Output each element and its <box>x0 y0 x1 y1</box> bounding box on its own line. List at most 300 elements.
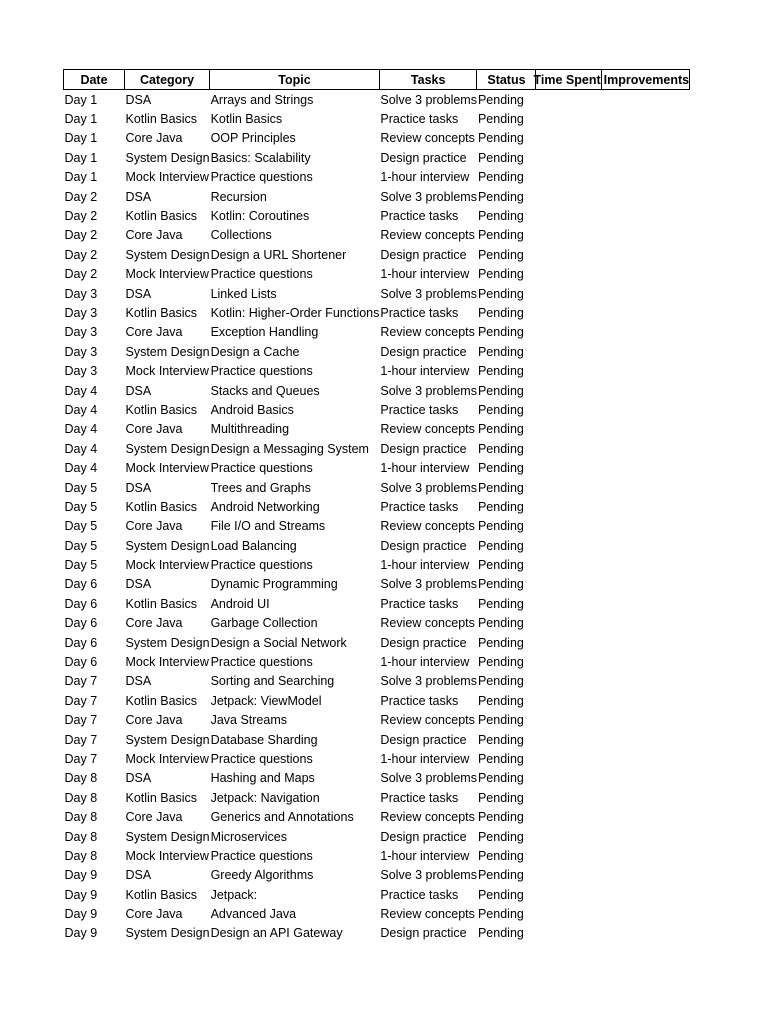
topic-cell[interactable]: Arrays and Strings <box>210 92 314 107</box>
tasks-cell[interactable]: Review concepts <box>380 616 475 631</box>
status-cell[interactable]: Pending <box>477 286 524 301</box>
status-cell[interactable]: Pending <box>477 325 524 340</box>
topic-cell[interactable]: Practice questions <box>210 848 313 863</box>
time-spent-cell[interactable] <box>536 904 601 923</box>
category-cell[interactable]: Core Java <box>125 422 183 437</box>
improvements-cell[interactable] <box>601 652 689 671</box>
category-cell[interactable]: Kotlin Basics <box>125 790 198 805</box>
date-cell[interactable]: Day 1 <box>64 170 98 185</box>
time-spent-cell[interactable] <box>536 265 601 284</box>
tasks-cell[interactable]: Solve 3 problems <box>380 189 477 204</box>
category-cell[interactable]: Core Java <box>125 131 183 146</box>
status-cell[interactable]: Pending <box>477 519 524 534</box>
tasks-cell[interactable]: Solve 3 problems <box>380 868 477 883</box>
topic-cell[interactable]: Practice questions <box>210 267 313 282</box>
topic-cell[interactable]: Practice questions <box>210 558 313 573</box>
category-cell[interactable]: System Design <box>125 635 210 650</box>
date-cell[interactable]: Day 2 <box>64 228 98 243</box>
topic-cell[interactable]: Hashing and Maps <box>210 771 315 786</box>
category-cell[interactable]: Core Java <box>125 519 183 534</box>
time-spent-cell[interactable] <box>536 924 601 943</box>
topic-cell[interactable]: Kotlin: Coroutines <box>210 209 310 224</box>
date-cell[interactable]: Day 7 <box>64 713 98 728</box>
date-cell[interactable]: Day 6 <box>64 635 98 650</box>
time-spent-cell[interactable] <box>536 323 601 342</box>
improvements-cell[interactable] <box>601 400 689 419</box>
time-spent-cell[interactable] <box>536 730 601 749</box>
improvements-cell[interactable] <box>601 866 689 885</box>
status-cell[interactable]: Pending <box>477 616 524 631</box>
tasks-cell[interactable]: Solve 3 problems <box>380 771 477 786</box>
header-date[interactable]: Date <box>64 70 125 90</box>
topic-cell[interactable]: File I/O and Streams <box>210 519 326 534</box>
time-spent-cell[interactable] <box>536 109 601 128</box>
date-cell[interactable]: Day 2 <box>64 267 98 282</box>
category-cell[interactable]: Mock Interview <box>125 461 209 476</box>
tasks-cell[interactable]: Design practice <box>380 635 467 650</box>
date-cell[interactable]: Day 8 <box>64 771 98 786</box>
improvements-cell[interactable] <box>601 303 689 322</box>
category-cell[interactable]: DSA <box>125 577 152 592</box>
topic-cell[interactable]: Android Networking <box>210 499 320 514</box>
improvements-cell[interactable] <box>601 265 689 284</box>
status-cell[interactable]: Pending <box>477 848 524 863</box>
status-cell[interactable]: Pending <box>477 422 524 437</box>
header-status[interactable]: Status <box>477 70 536 90</box>
date-cell[interactable]: Day 5 <box>64 499 98 514</box>
time-spent-cell[interactable] <box>536 807 601 826</box>
topic-cell[interactable]: Android Basics <box>210 402 294 417</box>
date-cell[interactable]: Day 7 <box>64 751 98 766</box>
time-spent-cell[interactable] <box>536 90 601 110</box>
improvements-cell[interactable] <box>601 187 689 206</box>
date-cell[interactable]: Day 4 <box>64 461 98 476</box>
time-spent-cell[interactable] <box>536 129 601 148</box>
time-spent-cell[interactable] <box>536 614 601 633</box>
topic-cell[interactable]: Java Streams <box>210 713 287 728</box>
time-spent-cell[interactable] <box>536 866 601 885</box>
date-cell[interactable]: Day 5 <box>64 538 98 553</box>
tasks-cell[interactable]: 1-hour interview <box>380 848 470 863</box>
time-spent-cell[interactable] <box>536 633 601 652</box>
time-spent-cell[interactable] <box>536 652 601 671</box>
topic-cell[interactable]: Greedy Algorithms <box>210 868 314 883</box>
status-cell[interactable]: Pending <box>477 305 524 320</box>
category-cell[interactable]: Core Java <box>125 616 183 631</box>
category-cell[interactable]: Kotlin Basics <box>125 402 198 417</box>
improvements-cell[interactable] <box>601 788 689 807</box>
tasks-cell[interactable]: Design practice <box>380 247 467 262</box>
improvements-cell[interactable] <box>601 924 689 943</box>
header-improvements[interactable] <box>601 70 689 90</box>
date-cell[interactable]: Day 3 <box>64 364 98 379</box>
date-cell[interactable]: Day 7 <box>64 732 98 747</box>
time-spent-cell[interactable] <box>536 420 601 439</box>
topic-cell[interactable]: Database Sharding <box>210 732 318 747</box>
improvements-cell[interactable] <box>601 749 689 768</box>
status-cell[interactable]: Pending <box>477 790 524 805</box>
category-cell[interactable]: Kotlin Basics <box>125 209 198 224</box>
date-cell[interactable]: Day 8 <box>64 790 98 805</box>
improvements-cell[interactable] <box>601 691 689 710</box>
time-spent-cell[interactable] <box>536 517 601 536</box>
date-cell[interactable]: Day 5 <box>64 519 98 534</box>
tasks-cell[interactable]: Solve 3 problems <box>380 286 477 301</box>
date-cell[interactable]: Day 1 <box>64 131 98 146</box>
date-cell[interactable]: Day 8 <box>64 829 98 844</box>
status-cell[interactable]: Pending <box>477 558 524 573</box>
status-cell[interactable]: Pending <box>477 635 524 650</box>
category-cell[interactable]: System Design <box>125 150 210 165</box>
improvements-cell[interactable] <box>601 730 689 749</box>
tasks-cell[interactable]: Review concepts <box>380 810 475 825</box>
time-spent-cell[interactable] <box>536 168 601 187</box>
header-topic[interactable]: Topic <box>210 70 380 90</box>
tasks-cell[interactable]: Practice tasks <box>380 693 459 708</box>
category-cell[interactable]: Kotlin Basics <box>125 693 198 708</box>
tasks-cell[interactable]: Practice tasks <box>380 209 459 224</box>
improvements-cell[interactable] <box>601 633 689 652</box>
topic-cell[interactable]: Practice questions <box>210 364 313 379</box>
status-cell[interactable]: Pending <box>477 247 524 262</box>
status-cell[interactable]: Pending <box>477 131 524 146</box>
improvements-cell[interactable] <box>601 885 689 904</box>
tasks-cell[interactable]: Review concepts <box>380 131 475 146</box>
topic-cell[interactable]: Garbage Collection <box>210 616 318 631</box>
header-time-spent[interactable] <box>533 70 601 90</box>
status-cell[interactable]: Pending <box>477 810 524 825</box>
time-spent-cell[interactable] <box>536 885 601 904</box>
improvements-cell[interactable] <box>601 129 689 148</box>
status-cell[interactable]: Pending <box>477 732 524 747</box>
status-cell[interactable]: Pending <box>477 402 524 417</box>
category-cell[interactable]: DSA <box>125 383 152 398</box>
topic-cell[interactable]: Practice questions <box>210 170 313 185</box>
status-cell[interactable]: Pending <box>477 771 524 786</box>
time-spent-cell[interactable] <box>536 226 601 245</box>
tasks-cell[interactable]: Practice tasks <box>380 596 459 611</box>
category-cell[interactable]: System Design <box>125 344 210 359</box>
category-cell[interactable]: Kotlin Basics <box>125 305 198 320</box>
improvements-cell[interactable] <box>601 420 689 439</box>
status-cell[interactable]: Pending <box>477 829 524 844</box>
improvements-cell[interactable] <box>601 711 689 730</box>
status-cell[interactable]: Pending <box>477 868 524 883</box>
tasks-cell[interactable]: 1-hour interview <box>380 170 470 185</box>
time-spent-cell[interactable] <box>536 846 601 865</box>
date-cell[interactable]: Day 4 <box>64 441 98 456</box>
topic-cell[interactable]: Microservices <box>210 829 287 844</box>
tasks-cell[interactable]: Design practice <box>380 538 467 553</box>
tasks-cell[interactable]: Design practice <box>380 344 467 359</box>
improvements-cell[interactable] <box>601 846 689 865</box>
status-cell[interactable]: Pending <box>477 112 524 127</box>
tasks-cell[interactable]: Solve 3 problems <box>380 577 477 592</box>
time-spent-cell[interactable] <box>536 206 601 225</box>
header-tasks[interactable]: Tasks <box>379 70 477 90</box>
tasks-cell[interactable]: Review concepts <box>380 519 475 534</box>
tasks-cell[interactable]: Solve 3 problems <box>380 92 477 107</box>
improvements-cell[interactable] <box>601 342 689 361</box>
improvements-cell[interactable] <box>601 226 689 245</box>
improvements-cell[interactable] <box>601 478 689 497</box>
improvements-cell[interactable] <box>601 245 689 264</box>
date-cell[interactable]: Day 6 <box>64 655 98 670</box>
improvements-cell[interactable] <box>601 594 689 613</box>
date-cell[interactable]: Day 6 <box>64 596 98 611</box>
date-cell[interactable]: Day 6 <box>64 616 98 631</box>
time-spent-cell[interactable] <box>536 827 601 846</box>
status-cell[interactable]: Pending <box>477 170 524 185</box>
time-spent-cell[interactable] <box>536 148 601 167</box>
status-cell[interactable]: Pending <box>477 674 524 689</box>
status-cell[interactable]: Pending <box>477 344 524 359</box>
improvements-cell[interactable] <box>601 614 689 633</box>
time-spent-cell[interactable] <box>536 381 601 400</box>
category-cell[interactable]: Core Java <box>125 325 183 340</box>
time-spent-cell[interactable] <box>536 555 601 574</box>
date-cell[interactable]: Day 9 <box>64 868 98 883</box>
topic-cell[interactable]: Android UI <box>210 596 270 611</box>
category-cell[interactable]: Mock Interview <box>125 267 209 282</box>
improvements-cell[interactable] <box>601 284 689 303</box>
topic-cell[interactable]: OOP Principles <box>210 131 296 146</box>
date-cell[interactable]: Day 2 <box>64 189 98 204</box>
status-cell[interactable]: Pending <box>477 655 524 670</box>
date-cell[interactable]: Day 5 <box>64 480 98 495</box>
topic-cell[interactable]: Collections <box>210 228 272 243</box>
tasks-cell[interactable]: Review concepts <box>380 907 475 922</box>
category-cell[interactable]: Core Java <box>125 810 183 825</box>
time-spent-cell[interactable] <box>536 458 601 477</box>
time-spent-cell[interactable] <box>536 478 601 497</box>
category-cell[interactable]: Kotlin Basics <box>125 596 198 611</box>
time-spent-cell[interactable] <box>536 711 601 730</box>
improvements-cell[interactable] <box>601 323 689 342</box>
category-cell[interactable]: DSA <box>125 771 152 786</box>
date-cell[interactable]: Day 9 <box>64 907 98 922</box>
date-cell[interactable]: Day 9 <box>64 887 98 902</box>
topic-cell[interactable]: Linked Lists <box>210 286 277 301</box>
tasks-cell[interactable]: Solve 3 problems <box>380 674 477 689</box>
status-cell[interactable]: Pending <box>477 751 524 766</box>
topic-cell[interactable]: Jetpack: <box>210 887 258 902</box>
status-cell[interactable]: Pending <box>477 926 524 941</box>
category-cell[interactable]: System Design <box>125 538 210 553</box>
improvements-cell[interactable] <box>601 904 689 923</box>
tasks-cell[interactable]: Practice tasks <box>380 305 459 320</box>
time-spent-cell[interactable] <box>536 187 601 206</box>
category-cell[interactable]: DSA <box>125 674 152 689</box>
topic-cell[interactable]: Jetpack: ViewModel <box>210 693 322 708</box>
tasks-cell[interactable]: Design practice <box>380 441 467 456</box>
date-cell[interactable]: Day 7 <box>64 693 98 708</box>
topic-cell[interactable]: Dynamic Programming <box>210 577 338 592</box>
topic-cell[interactable]: Practice questions <box>210 461 313 476</box>
category-cell[interactable]: Core Java <box>125 907 183 922</box>
improvements-cell[interactable] <box>601 90 689 110</box>
status-cell[interactable]: Pending <box>477 907 524 922</box>
status-cell[interactable]: Pending <box>477 364 524 379</box>
category-cell[interactable]: Mock Interview <box>125 364 209 379</box>
tasks-cell[interactable]: Practice tasks <box>380 790 459 805</box>
category-cell[interactable]: DSA <box>125 92 152 107</box>
date-cell[interactable]: Day 3 <box>64 344 98 359</box>
time-spent-cell[interactable] <box>536 536 601 555</box>
time-spent-cell[interactable] <box>536 672 601 691</box>
date-cell[interactable]: Day 3 <box>64 305 98 320</box>
time-spent-cell[interactable] <box>536 594 601 613</box>
topic-cell[interactable]: Practice questions <box>210 655 313 670</box>
status-cell[interactable]: Pending <box>477 92 524 107</box>
date-cell[interactable]: Day 4 <box>64 402 98 417</box>
time-spent-cell[interactable] <box>536 284 601 303</box>
date-cell[interactable]: Day 7 <box>64 674 98 689</box>
date-cell[interactable]: Day 5 <box>64 558 98 573</box>
tasks-cell[interactable]: Solve 3 problems <box>380 383 477 398</box>
status-cell[interactable]: Pending <box>477 480 524 495</box>
improvements-cell[interactable] <box>601 361 689 380</box>
status-cell[interactable]: Pending <box>477 693 524 708</box>
topic-cell[interactable]: Design a Social Network <box>210 635 347 650</box>
date-cell[interactable]: Day 6 <box>64 577 98 592</box>
topic-cell[interactable]: Design a URL Shortener <box>210 247 347 262</box>
status-cell[interactable]: Pending <box>477 189 524 204</box>
tasks-cell[interactable]: Review concepts <box>380 325 475 340</box>
tasks-cell[interactable]: Review concepts <box>380 713 475 728</box>
improvements-cell[interactable] <box>601 497 689 516</box>
tasks-cell[interactable]: Practice tasks <box>380 112 459 127</box>
topic-cell[interactable]: Sorting and Searching <box>210 674 335 689</box>
time-spent-cell[interactable] <box>536 497 601 516</box>
status-cell[interactable]: Pending <box>477 499 524 514</box>
improvements-cell[interactable] <box>601 206 689 225</box>
topic-cell[interactable]: Design a Cache <box>210 344 300 359</box>
topic-cell[interactable]: Load Balancing <box>210 538 297 553</box>
tasks-cell[interactable]: Practice tasks <box>380 499 459 514</box>
date-cell[interactable]: Day 2 <box>64 247 98 262</box>
date-cell[interactable]: Day 3 <box>64 325 98 340</box>
category-cell[interactable]: Mock Interview <box>125 751 209 766</box>
status-cell[interactable]: Pending <box>477 713 524 728</box>
date-cell[interactable]: Day 1 <box>64 150 98 165</box>
date-cell[interactable]: Day 8 <box>64 848 98 863</box>
tasks-cell[interactable]: 1-hour interview <box>380 364 470 379</box>
topic-cell[interactable]: Stacks and Queues <box>210 383 320 398</box>
date-cell[interactable]: Day 4 <box>64 383 98 398</box>
improvements-cell[interactable] <box>601 769 689 788</box>
topic-cell[interactable]: Basics: Scalability <box>210 150 311 165</box>
topic-cell[interactable]: Advanced Java <box>210 907 297 922</box>
improvements-cell[interactable] <box>601 168 689 187</box>
topic-cell[interactable]: Design an API Gateway <box>210 926 343 941</box>
category-cell[interactable]: System Design <box>125 829 210 844</box>
improvements-cell[interactable] <box>601 381 689 400</box>
status-cell[interactable]: Pending <box>477 461 524 476</box>
category-cell[interactable]: Kotlin Basics <box>125 112 198 127</box>
tasks-cell[interactable]: 1-hour interview <box>380 751 470 766</box>
improvements-cell[interactable] <box>601 672 689 691</box>
category-cell[interactable]: DSA <box>125 286 152 301</box>
status-cell[interactable]: Pending <box>477 596 524 611</box>
tasks-cell[interactable]: Design practice <box>380 926 467 941</box>
time-spent-cell[interactable] <box>536 361 601 380</box>
tasks-cell[interactable]: Design practice <box>380 829 467 844</box>
category-cell[interactable]: Mock Interview <box>125 848 209 863</box>
topic-cell[interactable]: Kotlin: Higher-Order Functions <box>210 305 380 320</box>
category-cell[interactable]: DSA <box>125 189 152 204</box>
tasks-cell[interactable]: Design practice <box>380 732 467 747</box>
topic-cell[interactable]: Exception Handling <box>210 325 319 340</box>
time-spent-cell[interactable] <box>536 245 601 264</box>
status-cell[interactable]: Pending <box>477 228 524 243</box>
category-cell[interactable]: DSA <box>125 868 152 883</box>
improvements-cell[interactable] <box>601 109 689 128</box>
status-cell[interactable]: Pending <box>477 887 524 902</box>
category-cell[interactable]: Kotlin Basics <box>125 499 198 514</box>
topic-cell[interactable]: Recursion <box>210 189 267 204</box>
topic-cell[interactable]: Jetpack: Navigation <box>210 790 320 805</box>
topic-cell[interactable]: Practice questions <box>210 751 313 766</box>
topic-cell[interactable]: Multithreading <box>210 422 290 437</box>
date-cell[interactable]: Day 9 <box>64 926 98 941</box>
status-cell[interactable]: Pending <box>477 538 524 553</box>
time-spent-cell[interactable] <box>536 788 601 807</box>
status-cell[interactable]: Pending <box>477 267 524 282</box>
category-cell[interactable]: System Design <box>125 247 210 262</box>
status-cell[interactable]: Pending <box>477 383 524 398</box>
category-cell[interactable]: System Design <box>125 926 210 941</box>
date-cell[interactable]: Day 1 <box>64 112 98 127</box>
status-cell[interactable]: Pending <box>477 441 524 456</box>
category-cell[interactable]: Mock Interview <box>125 655 209 670</box>
time-spent-cell[interactable] <box>536 749 601 768</box>
category-cell[interactable]: System Design <box>125 732 210 747</box>
improvements-cell[interactable] <box>601 439 689 458</box>
improvements-cell[interactable] <box>601 536 689 555</box>
tasks-cell[interactable]: Solve 3 problems <box>380 480 477 495</box>
date-cell[interactable]: Day 8 <box>64 810 98 825</box>
topic-cell[interactable]: Generics and Annotations <box>210 810 354 825</box>
topic-cell[interactable]: Trees and Graphs <box>210 480 311 495</box>
time-spent-cell[interactable] <box>536 575 601 594</box>
tasks-cell[interactable]: 1-hour interview <box>380 461 470 476</box>
status-cell[interactable]: Pending <box>477 577 524 592</box>
tasks-cell[interactable]: Practice tasks <box>380 887 459 902</box>
category-cell[interactable]: Mock Interview <box>125 170 209 185</box>
topic-cell[interactable]: Kotlin Basics <box>210 112 283 127</box>
category-cell[interactable]: Core Java <box>125 713 183 728</box>
date-cell[interactable]: Day 1 <box>64 92 98 107</box>
improvements-cell[interactable] <box>601 575 689 594</box>
time-spent-cell[interactable] <box>536 439 601 458</box>
improvements-cell[interactable] <box>601 148 689 167</box>
time-spent-cell[interactable] <box>536 342 601 361</box>
time-spent-cell[interactable] <box>536 400 601 419</box>
category-cell[interactable]: Core Java <box>125 228 183 243</box>
category-cell[interactable]: System Design <box>125 441 210 456</box>
date-cell[interactable]: Day 2 <box>64 209 98 224</box>
tasks-cell[interactable]: Review concepts <box>380 422 475 437</box>
date-cell[interactable]: Day 3 <box>64 286 98 301</box>
improvements-cell[interactable] <box>601 827 689 846</box>
tasks-cell[interactable]: Review concepts <box>380 228 475 243</box>
time-spent-cell[interactable] <box>536 769 601 788</box>
status-cell[interactable]: Pending <box>477 150 524 165</box>
category-cell[interactable]: Mock Interview <box>125 558 209 573</box>
date-cell[interactable]: Day 4 <box>64 422 98 437</box>
topic-cell[interactable]: Design a Messaging System <box>210 441 369 456</box>
